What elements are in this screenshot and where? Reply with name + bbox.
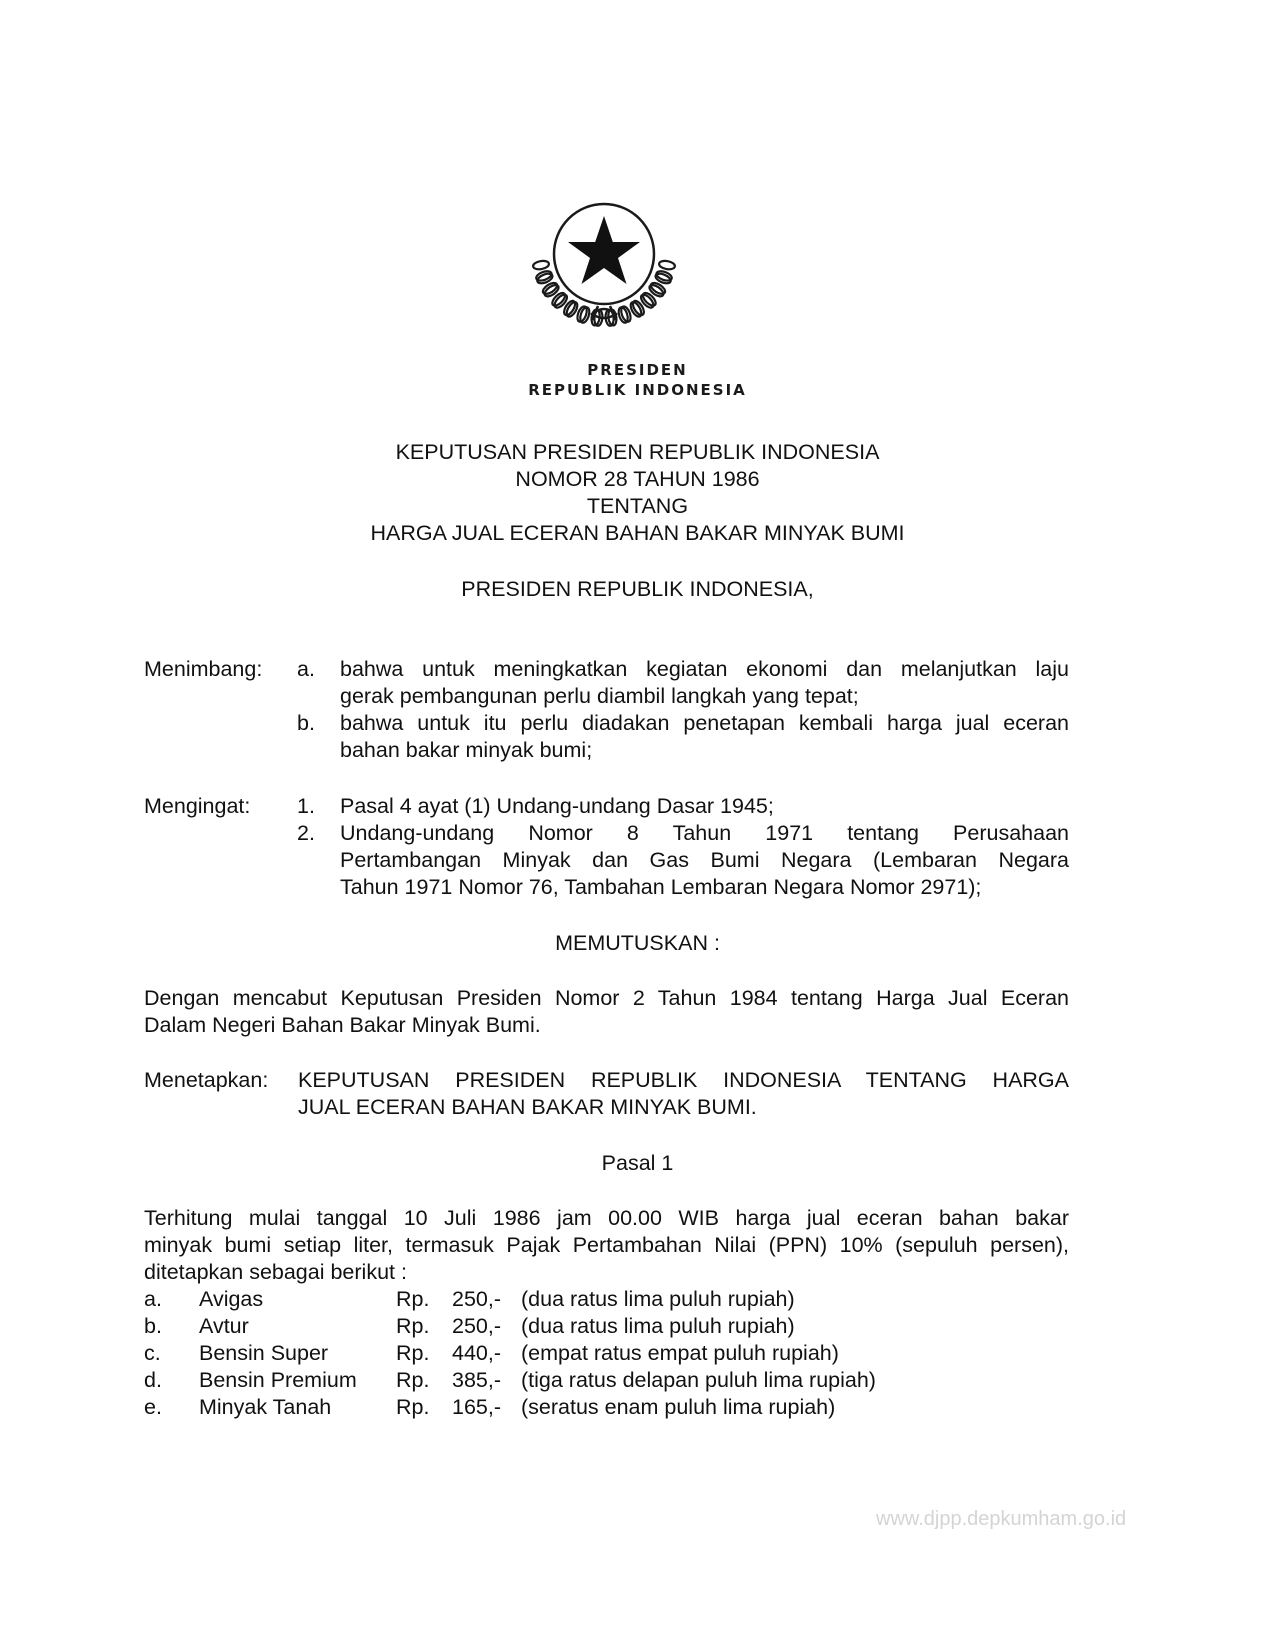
mengingat-label: Mengingat: xyxy=(144,794,251,818)
price-letter: b. xyxy=(144,1314,162,1338)
menimbang-marker-a: a. xyxy=(297,657,315,681)
mengingat-2-line-2: Pertambangan Minyak dan Gas Bumi Negara (Lembaran Negara xyxy=(340,848,1069,872)
presidential-emblem-icon xyxy=(528,178,680,330)
price-amount: 250,- xyxy=(452,1287,502,1311)
price-currency: Rp. xyxy=(396,1395,430,1419)
pencabutan-line-2: Dalam Negeri Bahan Bakar Minyak Bumi. xyxy=(144,1013,541,1037)
price-amount: 165,- xyxy=(452,1395,502,1419)
mengingat-marker-1: 1. xyxy=(297,794,315,818)
menetapkan-line-2: JUAL ECERAN BAHAN BAKAR MINYAK BUMI. xyxy=(298,1095,757,1119)
pasal-1-intro-line-1: Terhitung mulai tanggal 10 Juli 1986 jam 00.00 WIB harga jual eceran bahan bakar xyxy=(144,1206,1069,1230)
price-in-words: (dua ratus lima puluh rupiah) xyxy=(521,1314,795,1338)
menimbang-label: Menimbang: xyxy=(144,657,263,681)
menimbang-marker-b: b. xyxy=(297,711,315,735)
price-currency: Rp. xyxy=(396,1368,430,1392)
title-line-2: NOMOR 28 TAHUN 1986 xyxy=(515,467,760,491)
price-currency: Rp. xyxy=(396,1341,430,1365)
menimbang-a-line-1: bahwa untuk meningkatkan kegiatan ekonomi dan melanjutkan laju xyxy=(340,657,1069,681)
title-line-4: HARGA JUAL ECERAN BAHAN BAKAR MINYAK BUMI xyxy=(370,521,905,545)
presiden-heading: PRESIDEN REPUBLIK INDONESIA, xyxy=(461,577,814,601)
price-amount: 250,- xyxy=(452,1314,502,1338)
price-in-words: (dua ratus lima puluh rupiah) xyxy=(521,1287,795,1311)
price-letter: d. xyxy=(144,1368,162,1392)
price-in-words: (empat ratus empat puluh rupiah) xyxy=(521,1341,839,1365)
price-amount: 385,- xyxy=(452,1368,502,1392)
fuel-name: Minyak Tanah xyxy=(199,1395,332,1419)
price-letter: e. xyxy=(144,1395,162,1419)
fuel-name: Bensin Premium xyxy=(199,1368,357,1392)
watermark-url: www.djpp.depkumham.go.id xyxy=(876,1508,1127,1530)
wreath-leaf-icon xyxy=(658,260,675,271)
menetapkan-label: Menetapkan: xyxy=(144,1068,269,1092)
price-in-words: (seratus enam puluh lima rupiah) xyxy=(521,1395,836,1419)
price-letter: a. xyxy=(144,1287,162,1311)
pasal-1-intro-line-2: minyak bumi setiap liter, termasuk Pajak Pertambahan Nilai (PPN) 10% (sepuluh persen), xyxy=(144,1233,1069,1257)
price-amount: 440,- xyxy=(452,1341,502,1365)
price-in-words: (tiga ratus delapan puluh lima rupiah) xyxy=(521,1368,876,1392)
fuel-name: Avtur xyxy=(199,1314,249,1338)
menetapkan-line-1: KEPUTUSAN PRESIDEN REPUBLIK INDONESIA TENTANG HARGA xyxy=(298,1068,1069,1092)
pasal-1-heading: Pasal 1 xyxy=(601,1151,674,1175)
menimbang-a-line-2: gerak pembangunan perlu diambil langkah yang tepat; xyxy=(340,684,859,708)
fuel-name: Avigas xyxy=(199,1287,264,1311)
letterhead-republik-indonesia: REPUBLIK INDONESIA xyxy=(528,381,747,399)
price-currency: Rp. xyxy=(396,1287,430,1311)
mengingat-marker-2: 2. xyxy=(297,821,315,845)
title-line-3: TENTANG xyxy=(586,494,689,518)
mengingat-1-line-1: Pasal 4 ayat (1) Undang-undang Dasar 1945; xyxy=(340,794,774,818)
price-letter: c. xyxy=(144,1341,161,1365)
letterhead-presiden: PRESIDEN xyxy=(587,361,688,379)
pencabutan-line-1: Dengan mencabut Keputusan Presiden Nomor 2 Tahun 1984 tentang Harga Jual Eceran xyxy=(144,986,1069,1010)
mengingat-2-line-3: Tahun 1971 Nomor 76, Tambahan Lembaran Negara Nomor 2971); xyxy=(340,875,982,899)
price-currency: Rp. xyxy=(396,1314,430,1338)
wreath-leaf-icon xyxy=(532,260,549,271)
fuel-name: Bensin Super xyxy=(199,1341,329,1365)
menimbang-b-line-1: bahwa untuk itu perlu diadakan penetapan kembali harga jual eceran xyxy=(340,711,1069,735)
memutuskan-heading: MEMUTUSKAN : xyxy=(555,931,720,955)
pasal-1-intro-line-3: ditetapkan sebagai berikut : xyxy=(144,1260,407,1284)
wreath-leaf-icon xyxy=(641,291,658,308)
title-line-1: KEPUTUSAN PRESIDEN REPUBLIK INDONESIA xyxy=(395,440,880,464)
menimbang-b-line-2: bahan bakar minyak bumi; xyxy=(340,738,593,762)
mengingat-2-line-1: Undang-undang Nomor 8 Tahun 1971 tentang Perusahaan xyxy=(340,821,1069,845)
wreath-leaf-icon xyxy=(550,291,567,308)
